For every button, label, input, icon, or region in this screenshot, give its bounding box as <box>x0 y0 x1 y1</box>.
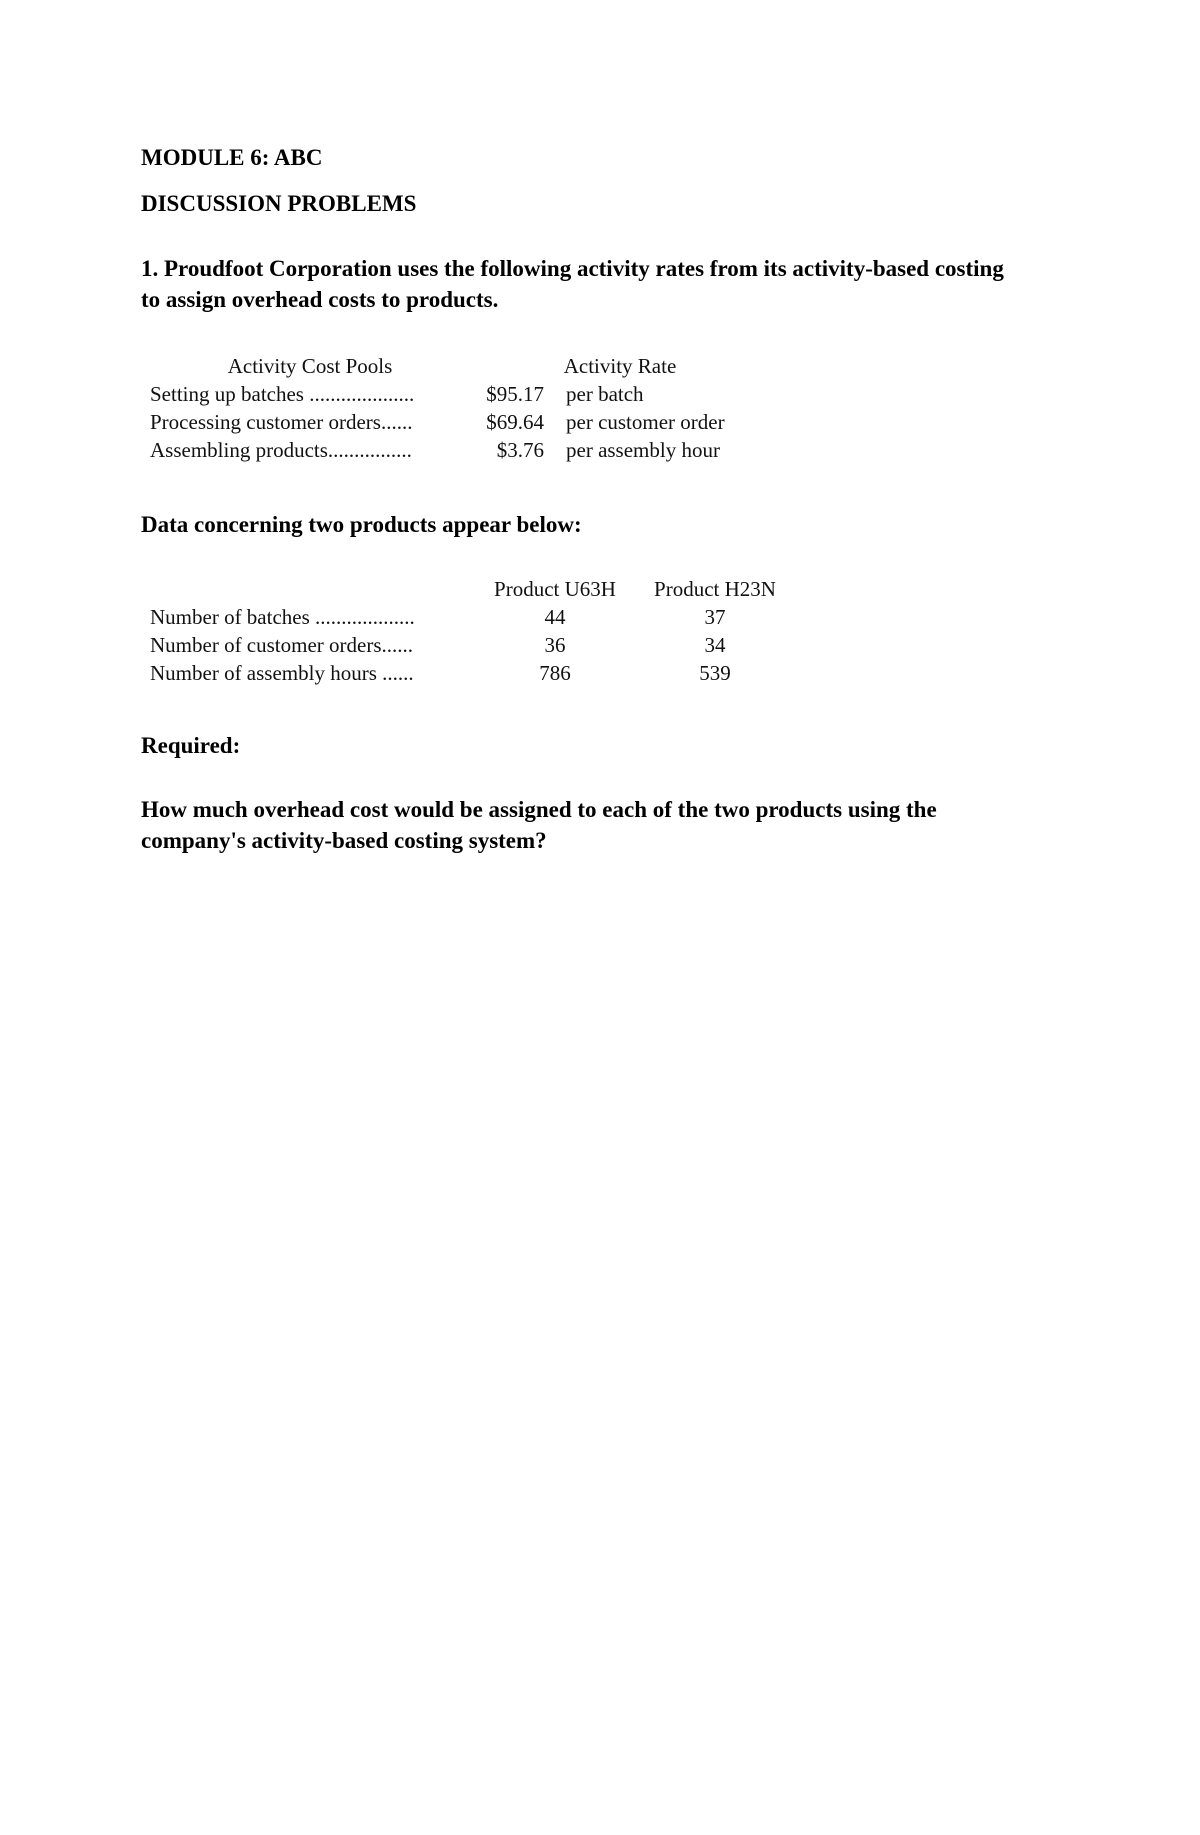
header-activity-cost-pools: Activity Cost Pools <box>227 354 393 378</box>
module-title: MODULE 6: ABC <box>141 145 323 170</box>
table-row <box>150 659 800 687</box>
question-line-2: company's activity-based costing system? <box>141 828 547 853</box>
problem-intro-line-2: to assign overhead costs to products. <box>141 287 499 312</box>
table-row <box>150 408 770 436</box>
required-label: Required: <box>141 733 241 758</box>
problem-intro <box>141 253 1081 315</box>
rate-amount: $3.76 <box>496 438 544 462</box>
rate-unit: per customer order <box>566 410 725 434</box>
header-activity-rate: Activity Rate <box>563 354 677 378</box>
table-row <box>150 631 800 659</box>
cost-pool-label: Setting up batches .................... <box>150 382 415 406</box>
rate-amount: $69.64 <box>486 410 544 434</box>
table-header-row <box>150 575 800 603</box>
product-u63h-value: 44 <box>544 605 566 629</box>
rate-amount: $95.17 <box>486 382 544 406</box>
question-line-1: How much overhead cost would be assigned to each of the two products using the <box>141 797 937 822</box>
row-label: Number of assembly hours ...... <box>150 661 414 685</box>
rate-unit: per batch <box>566 382 644 406</box>
product-h23n-value: 37 <box>704 605 726 629</box>
table-row <box>150 380 770 408</box>
cost-pool-label: Processing customer orders...... <box>150 410 413 434</box>
product-h23n-value: 34 <box>704 633 726 657</box>
rate-unit: per assembly hour <box>566 438 720 462</box>
table-header-row <box>150 352 770 380</box>
header-product-u63h: Product U63H <box>494 577 616 601</box>
table-row <box>150 603 800 631</box>
header-product-h23n: Product H23N <box>654 577 776 601</box>
products-table <box>150 575 800 687</box>
problem-intro-line-1: 1. Proudfoot Corporation uses the following activity rates from its activity-based costing <box>141 256 1004 281</box>
row-label: Number of customer orders...... <box>150 633 414 657</box>
product-h23n-value: 539 <box>699 661 731 685</box>
product-u63h-value: 786 <box>539 661 571 685</box>
data-intro: Data concerning two products appear below: <box>141 512 582 537</box>
question <box>141 794 1081 856</box>
table-row <box>150 436 770 464</box>
activity-rates-table <box>150 352 770 464</box>
row-label: Number of batches ................... <box>150 605 415 629</box>
cost-pool-label: Assembling products................ <box>150 438 412 462</box>
product-u63h-value: 36 <box>544 633 566 657</box>
section-title: DISCUSSION PROBLEMS <box>141 191 417 216</box>
